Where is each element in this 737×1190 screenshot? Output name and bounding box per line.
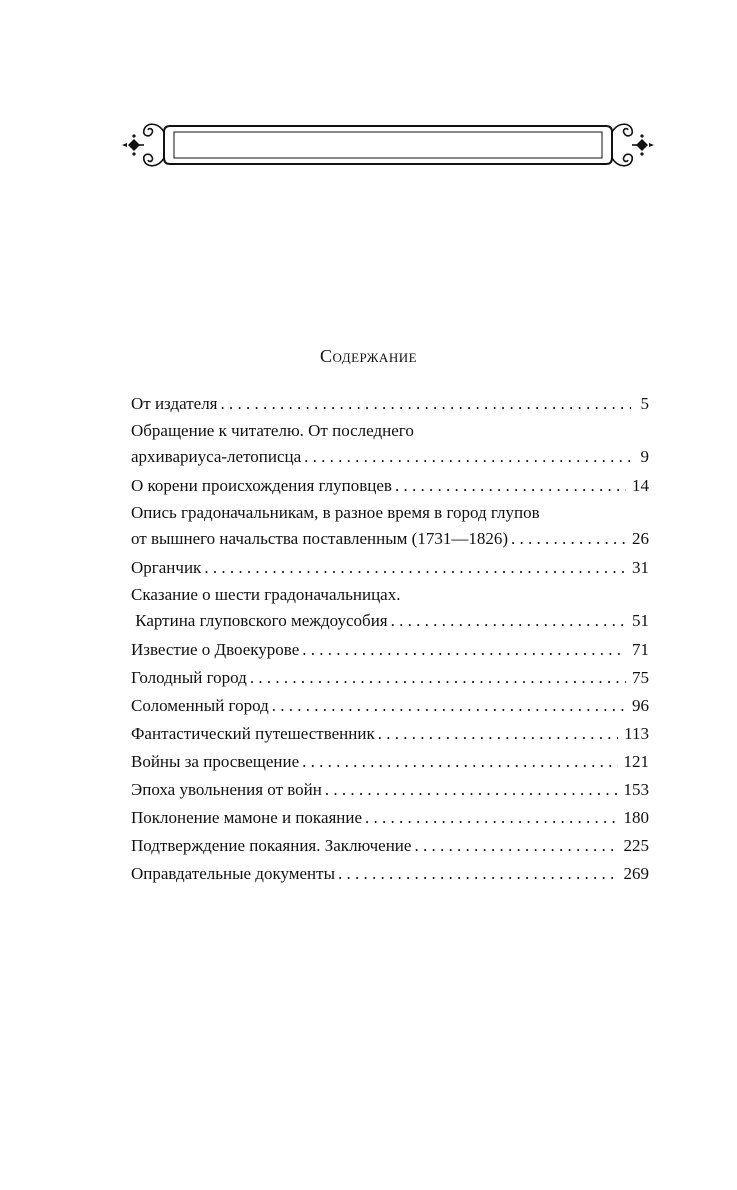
- toc-entry-title: Подтверждение покаяния. Заключение: [131, 836, 412, 855]
- toc-entry[interactable]: [131, 472, 649, 500]
- dot-leader: [250, 664, 626, 692]
- toc-entry-title-line1: Опись градоначальникам, в разное время в город глупов: [131, 503, 540, 522]
- toc-entry-title: Органчик: [131, 558, 202, 577]
- toc-page-number: 5: [640, 394, 649, 413]
- dot-leader: [302, 636, 626, 664]
- dot-leader: [221, 390, 632, 418]
- toc-entry-title-line1: Сказание о шести градоначальницах.: [131, 585, 401, 604]
- toc-entry[interactable]: [131, 582, 649, 634]
- toc-entry-title: Картина глуповского междоусобия: [131, 611, 388, 630]
- toc-entry-title-line1: Обращение к читателю. От последнего: [131, 421, 414, 440]
- toc-page-number: 225: [623, 836, 649, 855]
- dot-leader: [304, 444, 631, 470]
- toc-entry[interactable]: [131, 390, 649, 418]
- decorative-header-frame: [118, 118, 658, 172]
- toc-page-number: 9: [640, 447, 649, 466]
- toc-entry-title: Оправдательные документы: [131, 864, 335, 883]
- toc-page-number: 26: [632, 529, 649, 548]
- dot-leader: [378, 720, 618, 748]
- toc-entry-title: Соломенный город: [131, 696, 269, 715]
- toc-entry-title: От издателя: [131, 394, 218, 413]
- toc-page-number: 14: [632, 476, 649, 495]
- toc-entry[interactable]: [131, 832, 649, 860]
- toc-page-number: 121: [623, 752, 649, 771]
- toc-entry[interactable]: [131, 860, 649, 888]
- toc-entry[interactable]: [131, 776, 649, 804]
- toc-entry[interactable]: [131, 804, 649, 832]
- toc-page-number: 51: [632, 611, 649, 630]
- toc-entry[interactable]: [131, 692, 649, 720]
- toc-entry-title: Поклонение мамоне и покаяние: [131, 808, 363, 827]
- toc-page-number: 71: [632, 640, 649, 659]
- table-of-contents: [131, 390, 649, 888]
- toc-entry-title: архивариуса-летописца: [131, 447, 302, 466]
- dot-leader: [302, 748, 617, 776]
- toc-page-number: 96: [632, 696, 649, 715]
- dot-leader: [391, 608, 626, 634]
- dot-leader: [395, 472, 626, 500]
- toc-entry-title: Эпоха увольнения от войн: [131, 780, 322, 799]
- toc-page-number: 113: [624, 724, 649, 743]
- toc-entry-title: от вышнего начальства поставленным (1731—1826): [131, 529, 508, 548]
- dot-leader: [272, 692, 626, 720]
- toc-entry[interactable]: [131, 720, 649, 748]
- toc-page-number: 31: [632, 558, 649, 577]
- dot-leader: [325, 776, 618, 804]
- toc-entry[interactable]: [131, 636, 649, 664]
- dot-leader: [338, 860, 618, 888]
- page-title: Содержание: [319, 346, 418, 366]
- toc-entry-title: О корени происхождения глуповцев: [131, 476, 392, 495]
- toc-entry[interactable]: [131, 554, 649, 582]
- toc-entry[interactable]: [131, 664, 649, 692]
- toc-entry-title: Войны за просвещение: [131, 752, 300, 771]
- dot-leader: [365, 804, 617, 832]
- toc-page-number: 180: [623, 808, 649, 827]
- toc-entry[interactable]: [131, 418, 649, 470]
- toc-page-number: 75: [632, 668, 649, 687]
- toc-entry-title: Фантастический путешественник: [131, 724, 375, 743]
- toc-entry-title: Голодный город: [131, 668, 247, 687]
- dot-leader: [511, 526, 626, 552]
- toc-page-number: 153: [623, 780, 649, 799]
- toc-entry-title: Известие о Двоекурове: [131, 640, 300, 659]
- dot-leader: [204, 554, 626, 582]
- toc-entry[interactable]: [131, 500, 649, 552]
- toc-page-number: 269: [623, 864, 649, 883]
- toc-entry[interactable]: [131, 748, 649, 776]
- dot-leader: [414, 832, 617, 860]
